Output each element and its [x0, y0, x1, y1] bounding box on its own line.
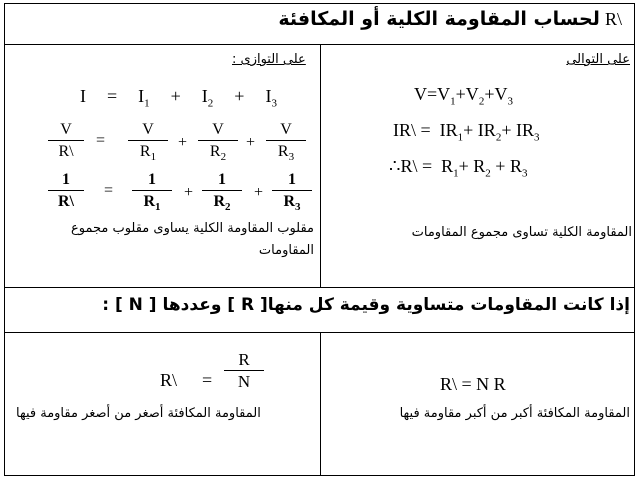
equals-sign-row1: =: [96, 132, 106, 149]
frac-r-over-n: $\frac{R}{N}$: [224, 350, 264, 393]
parallel-note-text: مقلوب المقاومة الكلية يساوى مقلوب مجموع المقاومات: [70, 221, 314, 258]
equals-sign-row2: =: [104, 182, 114, 199]
frac-v-over-rprime: $\frac{V}{R\backslash}$: [48, 120, 84, 163]
equal-series-formula: R\ = N R: [440, 374, 506, 394]
plus-sign-row1-a: +: [178, 134, 188, 151]
frac-1-over-r1: $\frac{1}{R_1}$: [132, 170, 172, 218]
equal-series-note: المقاومة المكافئة أكبر من أكبر مقاومة فيها: [399, 406, 630, 421]
plus-sign-row2-b: +: [254, 184, 264, 201]
equal-resistors-heading: إذا كانت المقاومات متساوية وقيمة كل منها[ R ] وعددها [ N ] :: [102, 295, 630, 315]
row-divider-2: [4, 287, 635, 288]
equal-parallel-note: المقاومة المكافئة أصغر من أصغر مقاومة فيها: [16, 406, 261, 421]
series-note: [412, 225, 632, 240]
frac-v-over-r1: $\frac{V}{R_1}$: [128, 120, 168, 168]
parallel-note: [14, 218, 314, 262]
col-divider-bottom: [320, 332, 321, 476]
parallel-equation-current: $I = I_1 + I_2 + I_3$: [80, 86, 277, 110]
header-title: [278, 8, 626, 30]
series-heading: على التوالى: [566, 52, 630, 67]
col-divider-top: [320, 44, 321, 287]
frac-v-over-r2: $\frac{V}{R_2}$: [198, 120, 238, 168]
frac-1-over-r3: $\frac{1}{R_3}$: [272, 170, 312, 218]
frac-1-over-r2: $\frac{1}{R_2}$: [202, 170, 242, 218]
series-equation-voltage: $V=V_1+V_2+V_3$: [414, 84, 513, 108]
plus-sign-row1-b: +: [246, 134, 256, 151]
equal-parallel-lhs: R\: [160, 370, 178, 390]
frac-1-over-rprime: $\frac{1}{R\backslash}$: [48, 170, 84, 213]
frac-v-over-r3: $\frac{V}{R_3}$: [266, 120, 306, 168]
header-title-text: لحساب المقاومة الكلية أو المكافئة: [278, 8, 600, 30]
series-equation-result: ∴R\ = $R_1+ R_2 + R_3$: [389, 156, 528, 180]
header-title-symbol: R\: [604, 9, 622, 29]
series-note-text: المقاومة الكلية تساوى مجموع المقاومات: [411, 225, 632, 240]
equal-parallel-equals: =: [202, 370, 213, 390]
parallel-heading: على التوازى :: [232, 52, 306, 67]
plus-sign-row2-a: +: [184, 184, 194, 201]
series-equation-ir: IR\ = $IR_1+ IR_2+ IR_3$: [393, 120, 540, 144]
